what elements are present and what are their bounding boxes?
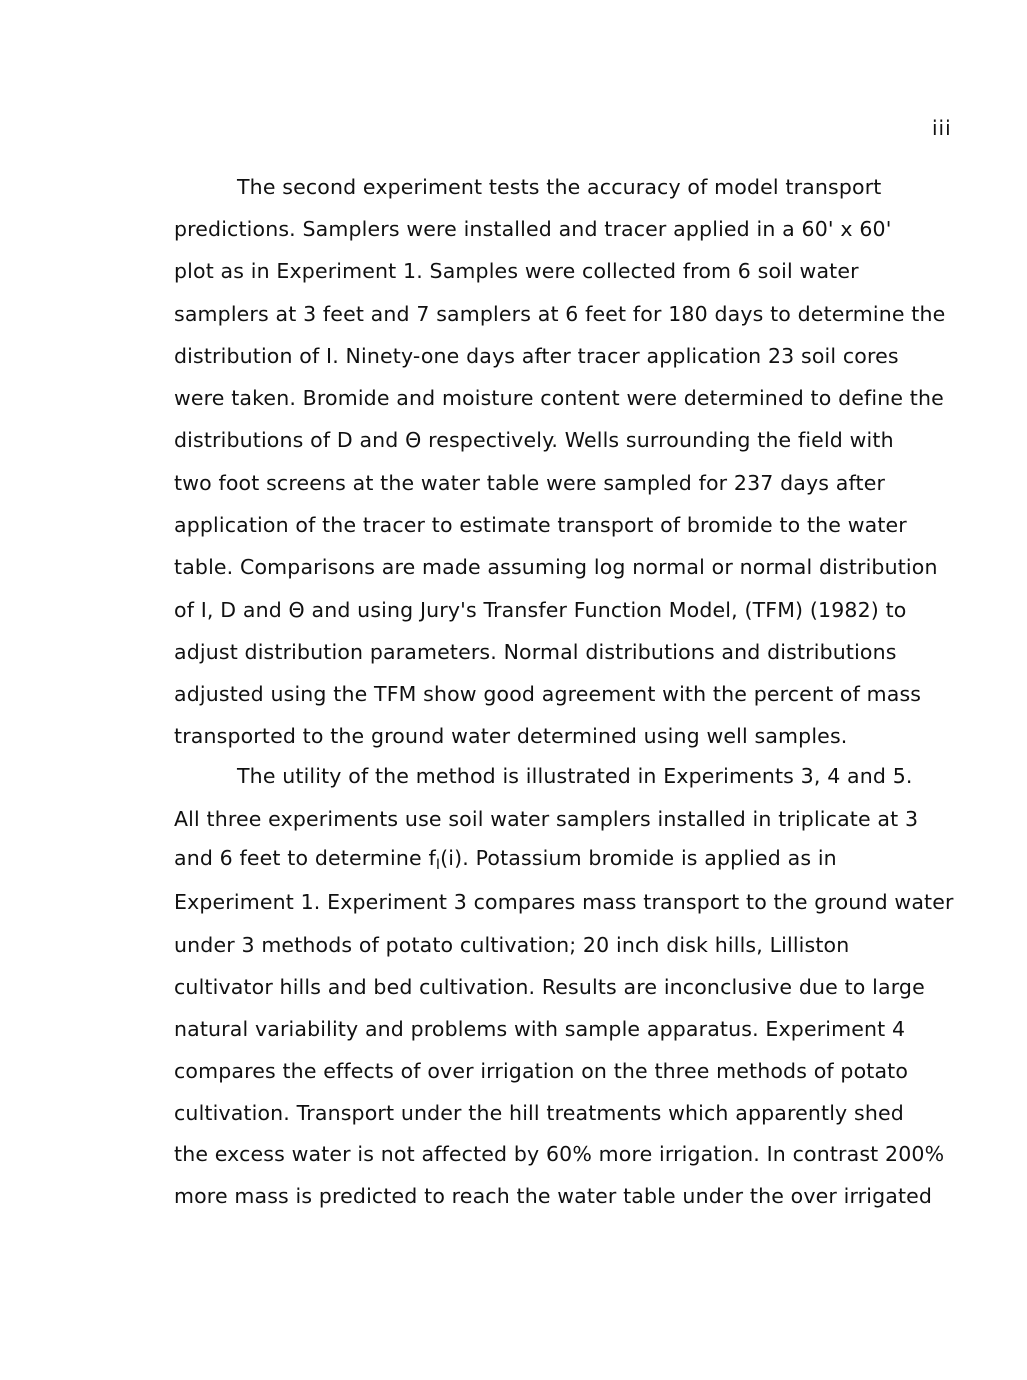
text-line: two foot screens at the water table were sampled for 237 days after — [174, 471, 886, 495]
text-segment: (i). Potassium bromide is applied as in — [440, 846, 837, 870]
subscript: I — [435, 857, 441, 873]
text-line: cultivator hills and bed cultivation. Results are inconclusive due to large — [174, 975, 925, 999]
text-line: under 3 methods of potato cultivation; 20 inch disk hills, Lilliston — [174, 933, 850, 957]
text-line: transported to the ground water determined using well samples. — [174, 724, 848, 748]
text-line: adjusted using the TFM show good agreement with the percent of mass — [174, 682, 922, 706]
text-line: The utility of the method is illustrated in Experiments 3, 4 and 5. — [237, 764, 913, 788]
text-line: All three experiments use soil water samplers installed in triplicate at 3 — [174, 807, 919, 831]
page-number: iii — [932, 116, 952, 140]
text-line: natural variability and problems with sample apparatus. Experiment 4 — [174, 1017, 906, 1041]
text-line: distributions of D and Θ respectively. Wells surrounding the field with — [174, 428, 894, 452]
text-line: adjust distribution parameters. Normal distributions and distributions — [174, 640, 897, 664]
text-line: plot as in Experiment 1. Samples were collected from 6 soil water — [174, 259, 859, 283]
text-line: Experiment 1. Experiment 3 compares mass transport to the ground water — [174, 890, 954, 914]
text-line-with-subscript — [174, 845, 837, 878]
text-line: distribution of I. Ninety-one days after tracer application 23 soil cores — [174, 344, 899, 368]
text-line: samplers at 3 feet and 7 samplers at 6 feet for 180 days to determine the — [174, 302, 946, 326]
text-line: application of the tracer to estimate transport of bromide to the water — [174, 513, 907, 537]
text-line: of I, D and Θ and using Jury's Transfer Function Model, (TFM) (1982) to — [174, 598, 907, 622]
text-line: were taken. Bromide and moisture content were determined to define the — [174, 386, 944, 410]
text-line: cultivation. Transport under the hill treatments which apparently shed — [174, 1101, 904, 1125]
text-line: The second experiment tests the accuracy of model transport — [237, 175, 882, 199]
text-line: more mass is predicted to reach the water table under the over irrigated — [174, 1184, 933, 1208]
text-line: compares the effects of over irrigation on the three methods of potato — [174, 1059, 909, 1083]
text-line: table. Comparisons are made assuming log normal or normal distribution — [174, 555, 938, 579]
text-line: predictions. Samplers were installed and tracer applied in a 60' x 60' — [174, 217, 892, 241]
text-segment: and 6 feet to determine f — [174, 846, 436, 870]
text-line: the excess water is not affected by 60% more irrigation. In contrast 200% — [174, 1142, 945, 1166]
